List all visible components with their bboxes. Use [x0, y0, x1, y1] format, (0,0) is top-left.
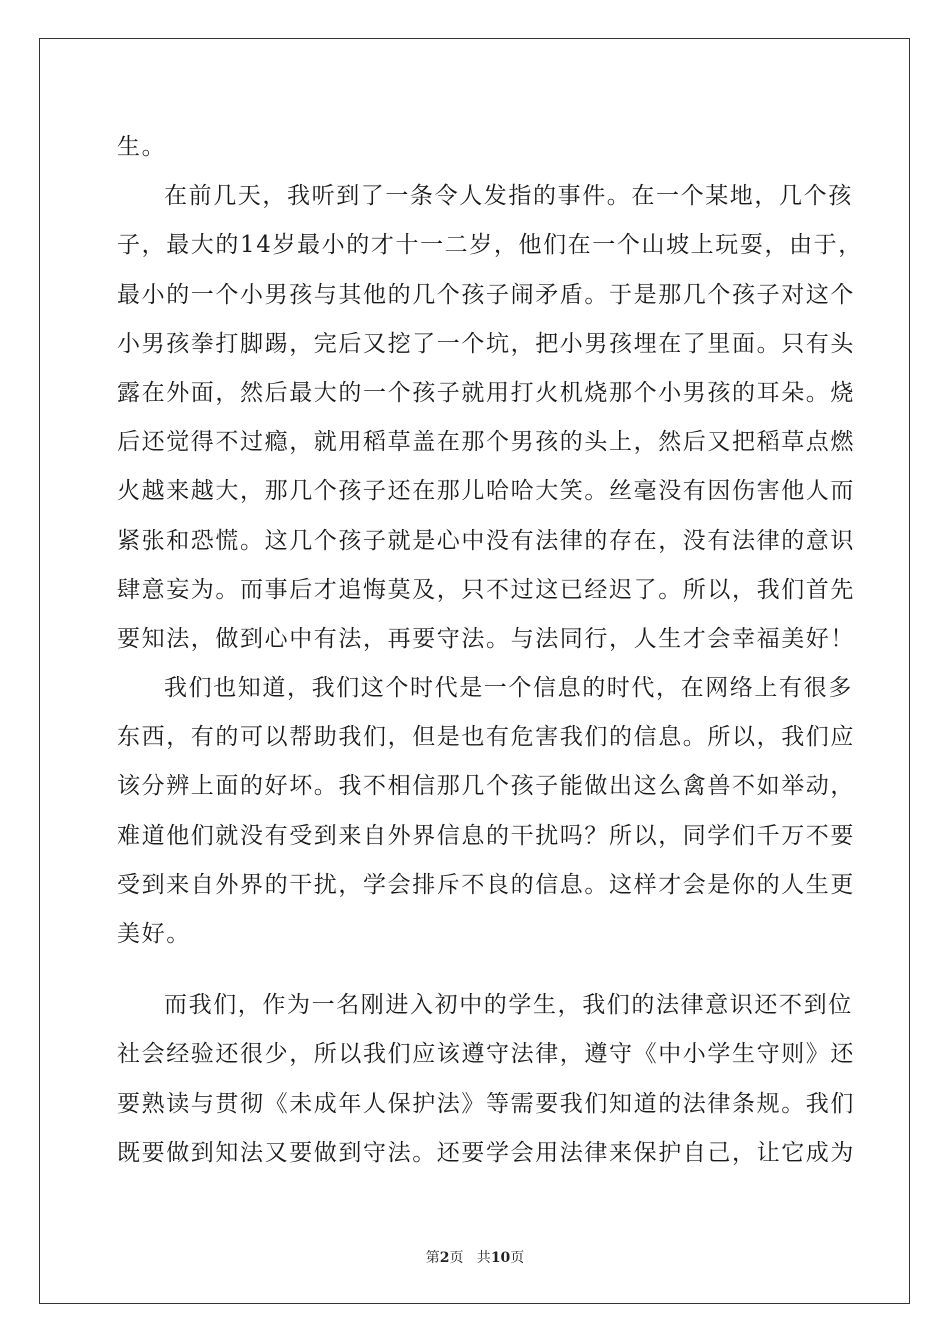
text-line: 肆意妄为。而事后才追悔莫及，只不过这已经迟了。所以，我们首先 [117, 576, 855, 603]
page-current-number: 2 [439, 1250, 450, 1266]
text-line: 在前几天，我听到了一条令人发指的事件。在一个某地，几个孩 [164, 183, 853, 210]
text-line: 我们也知道，我们这个时代是一个信息的时代，在网络上有很多 [164, 675, 853, 702]
text-line: 难道他们就没有受到来自外界信息的干扰吗？所以，同学们千万不要 [117, 822, 855, 849]
text-line: 生。 [117, 134, 167, 160]
text-line: 美好。 [117, 921, 191, 947]
text-line: 要知法，做到心中有法，再要守法。与法同行，人生才会幸福美好！ [117, 625, 855, 652]
page-prefix: 第 [425, 1250, 440, 1266]
text-line: 后还觉得不过瘾，就用稻草盖在那个男孩的头上，然后又把稻草点燃 [117, 429, 855, 456]
text-line: 既要做到知法又要做到守法。还要学会用法律来保护自己，让它成为 [117, 1139, 855, 1166]
page-mid: 页 共 [449, 1250, 491, 1266]
page-footer [0, 1247, 950, 1267]
text-line: 该分辨上面的好坏。我不相信那几个孩子能做出这么禽兽不如举动， [117, 773, 855, 800]
text-line: 火越来越大，那几个孩子还在那儿哈哈大笑。丝毫没有因伤害他人而 [117, 478, 855, 505]
document-body [117, 123, 863, 1178]
page-suffix: 页 [510, 1250, 525, 1266]
text-line: 露在外面，然后最大的一个孩子就用打火机烧那个小男孩的耳朵。烧 [117, 379, 855, 406]
text-line: 要熟读与贯彻《未成年人保护法》等需要我们知道的法律条规。我们 [117, 1090, 855, 1117]
text-line: 东西，有的可以帮助我们，但是也有危害我们的信息。所以，我们应 [117, 724, 855, 751]
text-line: 社会经验还很少，所以我们应该遵守法律，遵守《中小学生守则》还 [117, 1041, 855, 1068]
page-total-number: 10 [490, 1250, 511, 1266]
text-line: 而我们，作为一名刚进入初中的学生，我们的法律意识还不到位 [164, 992, 853, 1019]
text-line: 紧张和恐慌。这几个孩子就是心中没有法律的存在，没有法律的意识 [117, 527, 855, 554]
text-line: 小男孩拳打脚踢，完后又挖了一个坑，把小男孩埋在了里面。只有头 [117, 330, 855, 357]
text-line: 受到来自外界的干扰，学会排斥不良的信息。这样才会是你的人生更 [117, 871, 855, 898]
text-line: 最小的一个小男孩与其他的几个孩子闹矛盾。于是那几个孩子对这个 [117, 281, 855, 308]
text-line: 子，最大的14岁最小的才十一二岁，他们在一个山坡上玩耍，由于， [117, 232, 863, 259]
